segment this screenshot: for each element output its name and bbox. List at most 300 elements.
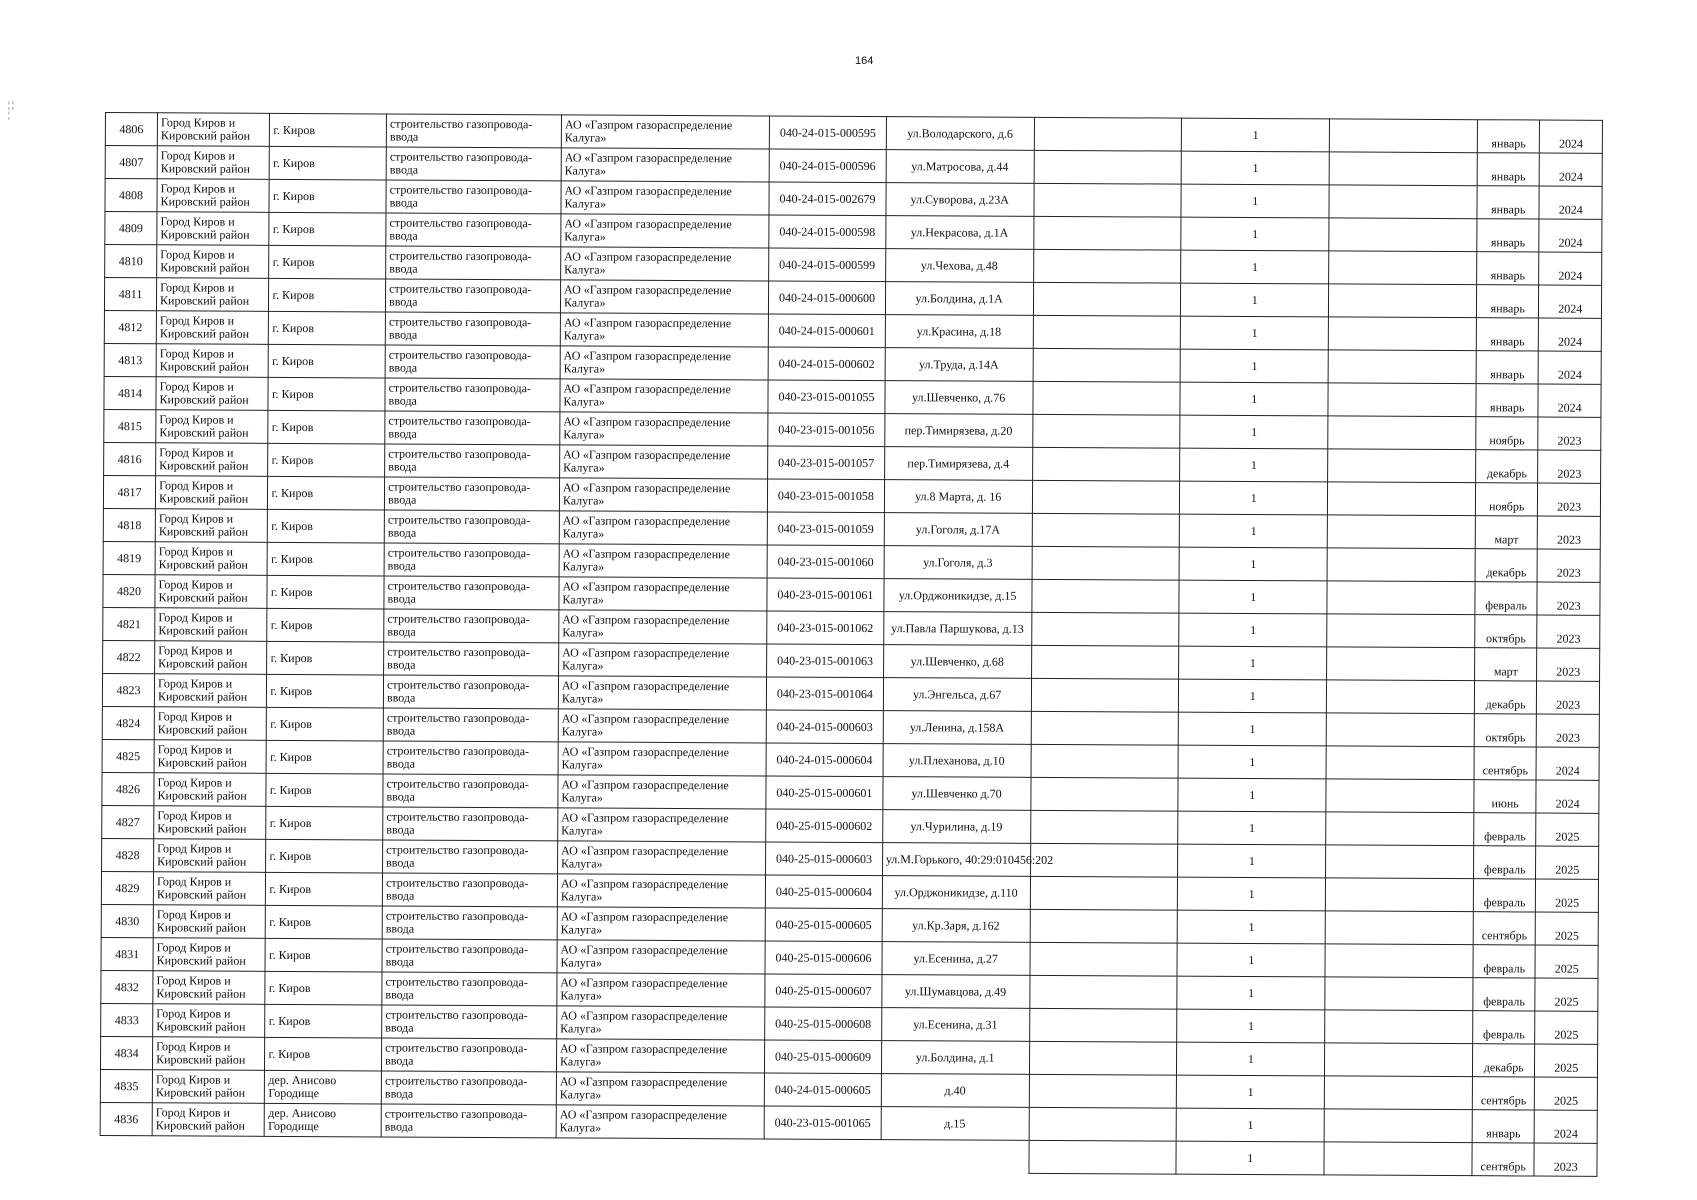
empty-cell — [1329, 152, 1477, 186]
empty-cell — [1327, 614, 1475, 648]
organization-line-1: АО «Газпром газораспределение — [559, 1074, 728, 1090]
empty-cell — [1328, 482, 1476, 516]
object-code: 040-23-015-001062 — [767, 611, 884, 645]
quantity-cell: 1 — [1181, 184, 1329, 218]
blank-cell — [764, 1139, 881, 1173]
work-type-cell — [383, 807, 558, 841]
empty-cell — [1328, 416, 1476, 450]
work-type-cell — [386, 246, 561, 280]
locality-cell — [268, 542, 385, 576]
work-type-line-1: строительство газопровода- — [386, 743, 530, 759]
address-cell: ул.М.Горького, 40:29:010456:202 — [882, 843, 1030, 877]
address-cell: пер.Тимирязева, д.4 — [884, 447, 1032, 481]
quantity-cell: 1 — [1178, 811, 1326, 845]
month-cell: сентябрь — [1473, 912, 1536, 945]
work-type-cell — [383, 708, 558, 742]
municipality-line-1: Город Киров и — [158, 643, 233, 658]
organization-line-2: Калуга» — [562, 658, 604, 673]
empty-cell — [1326, 845, 1474, 879]
organization-line-1: АО «Газпром газораспределение — [562, 612, 730, 628]
empty-cell — [1327, 548, 1475, 582]
object-code: 040-24-015-000596 — [769, 149, 886, 183]
work-type-line-2: ввода — [386, 723, 416, 738]
empty-cell — [1030, 777, 1178, 811]
municipality-line-2: Кировский район — [156, 1019, 246, 1034]
organization-cell — [557, 1006, 765, 1040]
object-code: 040-23-015-001055 — [768, 380, 885, 414]
organization-line-2: Калуга» — [562, 526, 605, 541]
work-type-cell — [386, 147, 561, 181]
organization-cell — [560, 313, 768, 347]
organization-line-2: Калуга» — [560, 988, 602, 1003]
work-type-cell — [384, 576, 559, 610]
quantity-cell: 1 — [1179, 580, 1327, 614]
work-type-line-2: ввода — [387, 657, 416, 672]
organization-line-1: АО «Газпром газораспределение — [561, 678, 730, 694]
municipality-cell — [155, 476, 268, 510]
quantity-cell: 1 — [1177, 1075, 1325, 1109]
locality-line-1: г. Киров — [268, 1046, 311, 1061]
work-type-line-1: строительство газопровода- — [387, 545, 531, 561]
municipality-line-2: Кировский район — [156, 920, 247, 935]
organization-cell — [561, 247, 769, 281]
work-type-line-2: ввода — [386, 789, 415, 804]
blank-cell — [556, 1138, 764, 1172]
year-cell: 2024 — [1539, 252, 1602, 285]
month-cell: январь — [1477, 252, 1540, 285]
organization-line-1: АО «Газпром газораспределение — [561, 744, 729, 760]
month-cell: февраль — [1475, 582, 1538, 615]
locality-line-1: г. Киров — [271, 452, 314, 467]
quantity-cell: 1 — [1180, 514, 1328, 548]
organization-cell — [558, 775, 766, 809]
row-number: 4812 — [104, 310, 156, 343]
municipality-cell — [155, 608, 268, 642]
month-cell: январь — [1476, 351, 1539, 384]
municipality-line-1: Город Киров и — [156, 940, 231, 955]
year-cell: 2025 — [1536, 846, 1599, 879]
work-type-line-1: строительство газопровода- — [387, 512, 531, 528]
work-type-cell — [382, 1005, 557, 1039]
work-type-line-2: ввода — [385, 987, 414, 1002]
organization-line-2: Калуга» — [561, 823, 603, 838]
year-cell: 2023 — [1537, 648, 1600, 681]
municipality-cell — [154, 740, 267, 774]
organization-cell — [558, 676, 766, 710]
work-type-line-1: строительство газопровода- — [388, 446, 531, 462]
municipality-line-1: Город Киров и — [157, 709, 233, 724]
municipality-cell — [155, 641, 268, 675]
organization-line-1: АО «Газпром газораспределение — [562, 579, 730, 595]
address-cell: ул.Володарского, д.6 — [886, 117, 1034, 151]
organization-line-2: Калуга» — [564, 262, 606, 277]
organization-line-2: Калуга» — [559, 1054, 602, 1069]
work-type-cell — [382, 873, 557, 907]
municipality-line-2: Кировский район — [157, 722, 248, 737]
empty-cell — [1029, 1008, 1177, 1042]
municipality-line-1: Город Киров и — [156, 874, 232, 889]
row-number: 4830 — [101, 904, 153, 937]
work-type-line-1: строительство газопровода- — [386, 776, 529, 792]
municipality-cell — [155, 542, 268, 576]
quantity-cell: 1 — [1178, 877, 1326, 911]
locality-cell — [269, 344, 386, 378]
empty-cell — [1328, 317, 1476, 351]
row-number: 4817 — [103, 475, 155, 508]
work-type-line-2: ввода — [386, 855, 415, 870]
organization-line-1: АО «Газпром газораспределение — [560, 942, 728, 958]
empty-cell — [1326, 878, 1474, 912]
address-cell: д.15 — [881, 1107, 1029, 1141]
municipality-cell — [157, 113, 270, 147]
organization-line-1: АО «Газпром газораспределение — [564, 150, 733, 166]
municipality-line-1: Город Киров и — [159, 313, 235, 328]
municipality-line-2: Кировский район — [155, 1085, 246, 1100]
work-type-cell — [381, 1104, 556, 1138]
municipality-line-2: Кировский район — [158, 590, 248, 605]
locality-cell — [267, 674, 384, 708]
locality-cell — [270, 113, 387, 147]
address-cell: ул.Суворова, д.23А — [886, 183, 1034, 217]
municipality-line-1: Город Киров и — [160, 247, 235, 262]
work-type-cell — [382, 906, 557, 940]
month-cell: декабрь — [1472, 1044, 1535, 1077]
empty-cell — [1329, 185, 1477, 219]
work-type-cell — [384, 510, 559, 544]
organization-line-2: Калуга» — [559, 1120, 602, 1135]
year-cell: 2025 — [1535, 1011, 1598, 1044]
empty-cell — [1325, 1043, 1473, 1077]
year-cell: 2023 — [1538, 450, 1601, 483]
organization-line-2: Калуга» — [563, 328, 606, 343]
organization-cell — [559, 511, 767, 545]
row-number: 4836 — [100, 1102, 152, 1135]
year-cell: 2024 — [1535, 1110, 1598, 1143]
quantity-cell: 1 — [1179, 712, 1327, 746]
work-type-cell — [384, 609, 559, 643]
work-type-line-1: строительство газопровода- — [386, 710, 530, 726]
locality-cell — [266, 806, 383, 840]
work-type-cell — [385, 345, 560, 379]
municipality-line-1: Город Киров и — [157, 742, 232, 757]
locality-line-1: г. Киров — [269, 947, 311, 962]
work-type-line-1: строительство газопровода- — [384, 1106, 528, 1122]
quantity-cell: 1 — [1181, 250, 1329, 284]
locality-cell — [269, 212, 386, 246]
organization-line-1: АО «Газпром газораспределение — [560, 909, 729, 925]
municipality-line-2: Кировский район — [158, 524, 249, 539]
locality-line-2: Городище — [268, 1118, 319, 1134]
organization-line-2: Калуга» — [562, 592, 604, 607]
object-code: 040-24-015-000599 — [769, 248, 886, 282]
locality-cell — [266, 905, 383, 939]
row-number: 4823 — [102, 673, 154, 706]
quantity-cell: 1 — [1179, 613, 1327, 647]
row-number: 4835 — [100, 1069, 152, 1102]
month-cell: февраль — [1473, 945, 1536, 978]
row-number: 4808 — [105, 179, 157, 212]
month-cell: март — [1475, 516, 1538, 549]
year-cell: 2024 — [1539, 186, 1602, 219]
empty-cell — [1329, 284, 1477, 318]
work-type-cell — [382, 1038, 557, 1072]
municipality-line-2: Кировский район — [157, 788, 247, 803]
address-cell: ул.Плеханова, д.10 — [883, 744, 1031, 778]
work-type-line-2: ввода — [385, 888, 415, 903]
month-cell: февраль — [1474, 846, 1537, 879]
locality-line-1: г. Киров — [272, 221, 315, 236]
municipality-line-1: Город Киров и — [160, 148, 236, 163]
locality-line-1: г. Киров — [269, 782, 312, 797]
year-cell: 2024 — [1536, 780, 1599, 813]
municipality-cell — [154, 839, 267, 873]
municipality-line-2: Кировский район — [157, 689, 248, 704]
organization-line-1: АО «Газпром газораспределение — [564, 183, 732, 199]
row-number: 4810 — [105, 245, 157, 278]
margin-marks: ¦ ¦ ¦ — [8, 100, 14, 120]
blank-cell — [100, 1135, 152, 1168]
quantity-cell: 1 — [1177, 976, 1325, 1010]
organization-line-1: АО «Газпром газораспределение — [561, 843, 729, 859]
address-cell: ул.Орджоникидзе, д.110 — [882, 876, 1030, 910]
address-cell: ул.Кр.Заря, д.162 — [882, 909, 1030, 943]
month-cell: февраль — [1473, 978, 1536, 1011]
locality-cell — [265, 1004, 382, 1038]
quantity-cell: 1 — [1182, 118, 1330, 152]
work-type-cell — [383, 774, 558, 808]
work-type-line-2: ввода — [387, 591, 416, 606]
organization-line-1: АО «Газпром газораспределение — [563, 447, 731, 463]
municipality-line-1: Город Киров и — [157, 775, 232, 790]
work-type-line-2: ввода — [389, 228, 418, 243]
empty-cell — [1324, 1076, 1472, 1110]
locality-line-1: г. Киров — [270, 617, 313, 632]
address-cell: ул.Чурилина, д.19 — [882, 810, 1030, 844]
municipality-cell — [154, 707, 267, 741]
work-type-line-2: ввода — [388, 327, 418, 342]
row-number: 4822 — [103, 640, 155, 673]
quantity-cell: 1 — [1180, 349, 1328, 383]
empty-cell — [1029, 975, 1177, 1009]
empty-cell — [1327, 581, 1475, 615]
empty-cell — [1032, 480, 1180, 514]
organization-line-1: АО «Газпром газораспределение — [560, 1008, 728, 1024]
municipality-line-1: Город Киров и — [155, 1105, 231, 1120]
empty-cell — [1029, 1074, 1177, 1108]
work-type-line-1: строительство газопровода- — [384, 1073, 528, 1089]
locality-cell — [267, 707, 384, 741]
row-number: 4811 — [104, 278, 156, 311]
empty-cell — [1032, 546, 1180, 580]
municipality-line-1: Город Киров и — [157, 808, 232, 823]
organization-line-2: Калуга» — [561, 691, 604, 706]
municipality-cell — [153, 872, 266, 906]
locality-cell — [265, 971, 382, 1005]
municipality-line-1: Город Киров и — [156, 1039, 231, 1054]
work-type-line-1: строительство газопровода- — [389, 248, 532, 264]
locality-line-1: дер. Анисово — [268, 1072, 337, 1088]
organization-cell — [559, 478, 767, 512]
empty-cell — [1329, 119, 1477, 153]
municipality-cell — [153, 938, 266, 972]
organization-line-2: Калуга» — [560, 889, 603, 904]
locality-line-1: г. Киров — [269, 815, 312, 830]
municipality-line-2: Кировский район — [155, 1118, 245, 1133]
work-type-line-2: ввода — [387, 624, 416, 639]
object-code: 040-25-015-000606 — [765, 941, 882, 975]
organization-line-1: АО «Газпром газораспределение — [562, 546, 730, 562]
quantity-cell: 1 — [1182, 151, 1330, 185]
locality-cell — [266, 773, 383, 807]
blank-cell — [264, 1136, 381, 1170]
municipality-line-1: Город Киров и — [159, 412, 234, 427]
object-code: 040-25-015-000608 — [765, 1007, 882, 1041]
work-type-line-2: ввода — [388, 426, 417, 441]
work-type-line-1: строительство газопровода- — [389, 215, 532, 231]
work-type-cell — [386, 180, 561, 214]
work-type-cell — [384, 543, 559, 577]
organization-cell — [561, 181, 769, 215]
municipality-line-1: Город Киров и — [159, 346, 234, 361]
row-number: 4831 — [101, 937, 153, 970]
work-type-line-1: строительство газопровода- — [387, 644, 530, 660]
organization-cell — [558, 808, 766, 842]
municipality-line-1: Город Киров и — [158, 676, 233, 691]
municipality-cell — [156, 410, 269, 444]
organization-line-2: Калуга» — [562, 625, 604, 640]
work-type-line-2: ввода — [389, 162, 419, 177]
municipality-line-1: Город Киров и — [159, 478, 234, 493]
year-cell: 2023 — [1538, 483, 1601, 516]
address-cell: ул.Шевченко, д.68 — [883, 645, 1031, 679]
locality-line-1: г. Киров — [272, 254, 315, 269]
municipality-line-2: Кировский район — [159, 458, 249, 473]
empty-cell — [1029, 1140, 1177, 1174]
empty-cell — [1029, 1041, 1177, 1075]
empty-cell — [1033, 249, 1181, 283]
locality-line-1: г. Киров — [269, 848, 312, 863]
locality-line-1: г. Киров — [272, 287, 315, 302]
quantity-cell: 1 — [1181, 316, 1329, 350]
locality-line-1: г. Киров — [271, 419, 314, 434]
organization-line-2: Калуга» — [564, 163, 607, 178]
empty-cell — [1034, 117, 1182, 151]
locality-line-1: г. Киров — [272, 320, 315, 335]
work-type-line-2: ввода — [386, 756, 416, 771]
month-cell: январь — [1477, 120, 1540, 153]
municipality-line-2: Кировский район — [160, 128, 251, 143]
municipality-line-1: Город Киров и — [158, 610, 233, 625]
municipality-line-1: Город Киров и — [156, 1006, 231, 1021]
quantity-cell: 1 — [1180, 382, 1328, 416]
municipality-line-2: Кировский район — [156, 887, 247, 902]
organization-line-2: Калуга» — [564, 196, 607, 211]
quantity-cell: 1 — [1179, 547, 1327, 581]
municipality-line-2: Кировский район — [157, 821, 247, 836]
locality-cell — [267, 641, 384, 675]
organization-line-2: Калуга» — [563, 295, 606, 310]
locality-cell — [267, 608, 384, 642]
locality-line-1: г. Киров — [270, 584, 313, 599]
address-cell: ул.Есенина, д.27 — [882, 942, 1030, 976]
municipality-line-1: Город Киров и — [158, 577, 233, 592]
object-code: 040-25-015-000605 — [765, 908, 882, 942]
organization-cell — [558, 709, 766, 743]
locality-cell — [269, 245, 386, 279]
work-type-line-1: строительство газопровода- — [385, 908, 529, 924]
empty-cell — [1033, 348, 1181, 382]
locality-line-1: г. Киров — [273, 122, 316, 137]
object-code: 040-23-015-001060 — [767, 545, 884, 579]
empty-cell — [1327, 515, 1475, 549]
address-cell: ул.Энгельса, д.67 — [883, 678, 1031, 712]
municipality-line-1: Город Киров и — [160, 214, 235, 229]
work-type-line-2: ввода — [389, 261, 418, 276]
municipality-cell — [157, 179, 270, 213]
year-cell: 2023 — [1537, 681, 1600, 714]
row-number: 4825 — [102, 739, 154, 772]
month-cell: ноябрь — [1475, 483, 1538, 516]
work-type-line-1: строительство газопровода- — [389, 116, 533, 132]
object-code: 040-25-015-000602 — [766, 809, 883, 843]
month-cell: март — [1475, 648, 1538, 681]
empty-cell — [1032, 381, 1180, 415]
locality-line-1: г. Киров — [271, 551, 313, 566]
quantity-cell: 1 — [1178, 910, 1326, 944]
organization-line-1: АО «Газпром газораспределение — [562, 513, 731, 529]
municipality-cell — [152, 1070, 265, 1104]
organization-line-2: Калуга» — [561, 757, 604, 772]
organization-line-1: АО «Газпром газораспределение — [560, 1041, 728, 1057]
empty-cell — [1324, 1109, 1472, 1143]
municipality-cell — [153, 971, 266, 1005]
address-cell: ул.Шевченко, д.76 — [885, 381, 1033, 415]
work-type-line-2: ввода — [385, 1020, 414, 1035]
organization-line-2: Калуга» — [562, 559, 605, 574]
work-type-line-2: ввода — [387, 525, 417, 540]
work-type-cell — [386, 279, 561, 313]
empty-cell — [1329, 251, 1477, 285]
locality-line-2: Городище — [268, 1085, 320, 1101]
locality-cell — [265, 938, 382, 972]
organization-line-2: Калуга» — [560, 1021, 602, 1036]
locality-cell — [268, 476, 385, 510]
organization-cell — [557, 940, 765, 974]
municipality-line-2: Кировский район — [157, 755, 247, 770]
month-cell: декабрь — [1476, 450, 1539, 483]
year-cell: 2024 — [1536, 747, 1599, 780]
work-type-line-2: ввода — [388, 393, 417, 408]
object-code: 040-23-015-001064 — [767, 677, 884, 711]
month-cell: сентябрь — [1472, 1077, 1535, 1110]
municipality-line-1: Город Киров и — [160, 181, 235, 196]
year-cell: 2024 — [1540, 153, 1603, 186]
work-type-line-2: ввода — [384, 1086, 414, 1101]
municipality-line-1: Город Киров и — [159, 379, 234, 394]
address-cell: пер.Тимирязева, д.20 — [885, 414, 1033, 448]
empty-cell — [1031, 612, 1179, 646]
empty-cell — [1328, 350, 1476, 384]
month-cell: январь — [1477, 186, 1540, 219]
year-cell: 2025 — [1535, 945, 1598, 978]
organization-cell — [556, 1039, 764, 1073]
object-code: 040-24-015-000605 — [764, 1073, 881, 1107]
object-code: 040-24-015-000602 — [768, 347, 885, 381]
object-code: 040-25-015-000601 — [766, 776, 883, 810]
municipality-cell — [157, 212, 270, 246]
gas-works-table — [99, 112, 1603, 1177]
work-type-line-2: ввода — [385, 1053, 414, 1068]
